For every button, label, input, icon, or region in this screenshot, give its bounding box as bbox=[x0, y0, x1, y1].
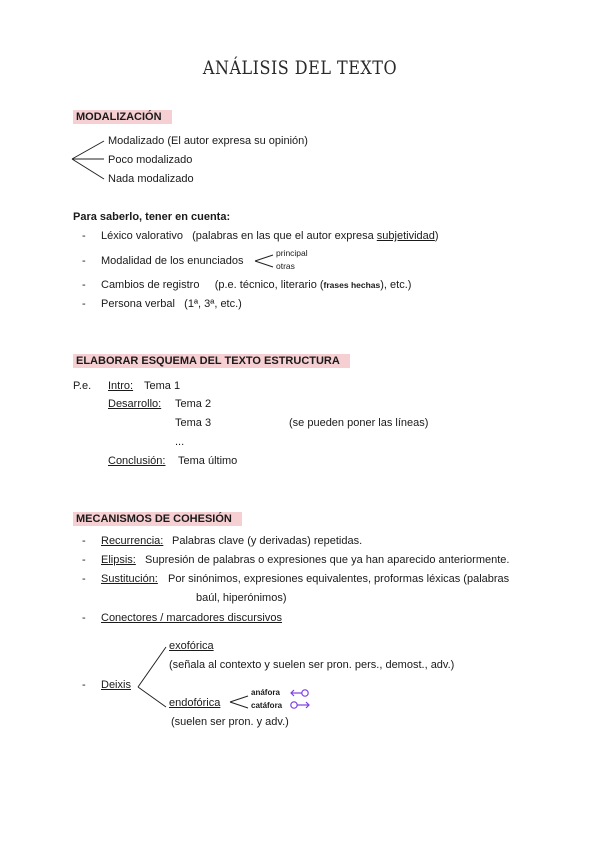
conclusion-label: Conclusión: bbox=[108, 455, 166, 467]
registro-line bbox=[101, 279, 411, 291]
anafora-arrow-icon bbox=[289, 687, 313, 711]
endoforica-note: (suelen ser pron. y adv.) bbox=[171, 716, 289, 728]
modalidad-label: Modalidad de los enunciados bbox=[101, 255, 244, 267]
persona-note: (1ª, 3ª, etc.) bbox=[184, 298, 242, 310]
lexico-note-pre: (palabras en las que el autor expresa bbox=[192, 230, 377, 242]
bullet: - bbox=[82, 679, 86, 691]
bracket-modalidad bbox=[255, 253, 275, 269]
bracket-modalizacion bbox=[72, 138, 108, 182]
lexico-label: Léxico valorativo bbox=[101, 230, 183, 242]
bullet: - bbox=[82, 612, 86, 624]
bullet: - bbox=[82, 298, 86, 310]
bullet: - bbox=[82, 255, 86, 267]
desarrollo-label: Desarrollo: bbox=[108, 398, 162, 410]
sustitucion-text-1: Por sinónimos, expresiones equivalentes, proformas léxicas (palabras bbox=[168, 573, 510, 585]
bullet: - bbox=[82, 535, 86, 547]
exoforica-label: exofórica bbox=[169, 640, 214, 652]
section-heading-esquema: ELABORAR ESQUEMA DEL TEXTO ESTRUCTURA bbox=[73, 354, 350, 368]
pe-label: P.e. bbox=[73, 380, 92, 392]
intro-label: Intro: bbox=[108, 380, 134, 392]
lexico-line bbox=[101, 230, 439, 242]
bullet: - bbox=[82, 554, 86, 566]
deixis-label: Deixis bbox=[101, 679, 131, 691]
bullet: - bbox=[82, 279, 86, 291]
registro-label: Cambios de registro bbox=[101, 279, 200, 291]
bullet: - bbox=[82, 573, 86, 585]
modalizacion-item-3: Nada modalizado bbox=[108, 173, 194, 185]
saberlo-heading: Para saberlo, tener en cuenta: bbox=[73, 211, 231, 223]
tema3-value: Tema 3 bbox=[175, 417, 212, 429]
registro-note-pre: (p.e. técnico, literario ( bbox=[214, 279, 324, 291]
conclusion-value: Tema último bbox=[178, 455, 238, 467]
modalizacion-item-2: Poco modalizado bbox=[108, 154, 193, 166]
section-heading-cohesion: MECANISMOS DE COHESIÓN bbox=[73, 512, 242, 526]
conectores-label: Conectores / marcadores discursivos bbox=[101, 612, 282, 624]
tema3-note: (se pueden poner las líneas) bbox=[289, 417, 429, 429]
anafora-label: anáfora bbox=[251, 688, 280, 697]
recurrencia-text: Palabras clave (y derivadas) repetidas. bbox=[172, 535, 363, 547]
bracket-deixis bbox=[137, 645, 169, 709]
esquema-ellipsis: ... bbox=[175, 436, 185, 448]
elipsis-text: Supresión de palabras o expresiones que ya han aparecido anteriormente. bbox=[145, 554, 510, 566]
registro-note-post: ), etc.) bbox=[380, 279, 412, 291]
modalizacion-item-1: Modalizado (El autor expresa su opinión) bbox=[108, 135, 308, 147]
desarrollo-value: Tema 2 bbox=[175, 398, 212, 410]
recurrencia-label: Recurrencia: bbox=[101, 535, 164, 547]
section-heading-modalizacion: MODALIZACIÓN bbox=[73, 110, 172, 124]
persona-label: Persona verbal bbox=[101, 298, 175, 310]
bullet: - bbox=[82, 230, 86, 242]
endoforica-label: endofórica bbox=[169, 697, 221, 709]
modalidad-option-otras: otras bbox=[276, 261, 295, 271]
page-title: ANÁLISIS DEL TEXTO bbox=[202, 56, 398, 79]
catafora-label: catáfora bbox=[251, 701, 283, 710]
lexico-note-underlined: subjetividad bbox=[376, 230, 435, 242]
exoforica-note: (señala al contexto y suelen ser pron. pers., demost., adv.) bbox=[169, 659, 455, 671]
elipsis-label: Elipsis: bbox=[101, 554, 136, 566]
intro-value: Tema 1 bbox=[144, 380, 181, 392]
bracket-endoforica bbox=[230, 694, 250, 710]
sustitucion-text-2: baúl, hiperónimos) bbox=[196, 592, 287, 604]
persona-line bbox=[101, 298, 242, 310]
registro-note-small: frases hechas bbox=[323, 280, 381, 290]
sustitucion-label: Sustitución: bbox=[101, 573, 158, 585]
lexico-note-post: ) bbox=[434, 230, 439, 242]
modalidad-option-principal: principal bbox=[276, 248, 308, 258]
